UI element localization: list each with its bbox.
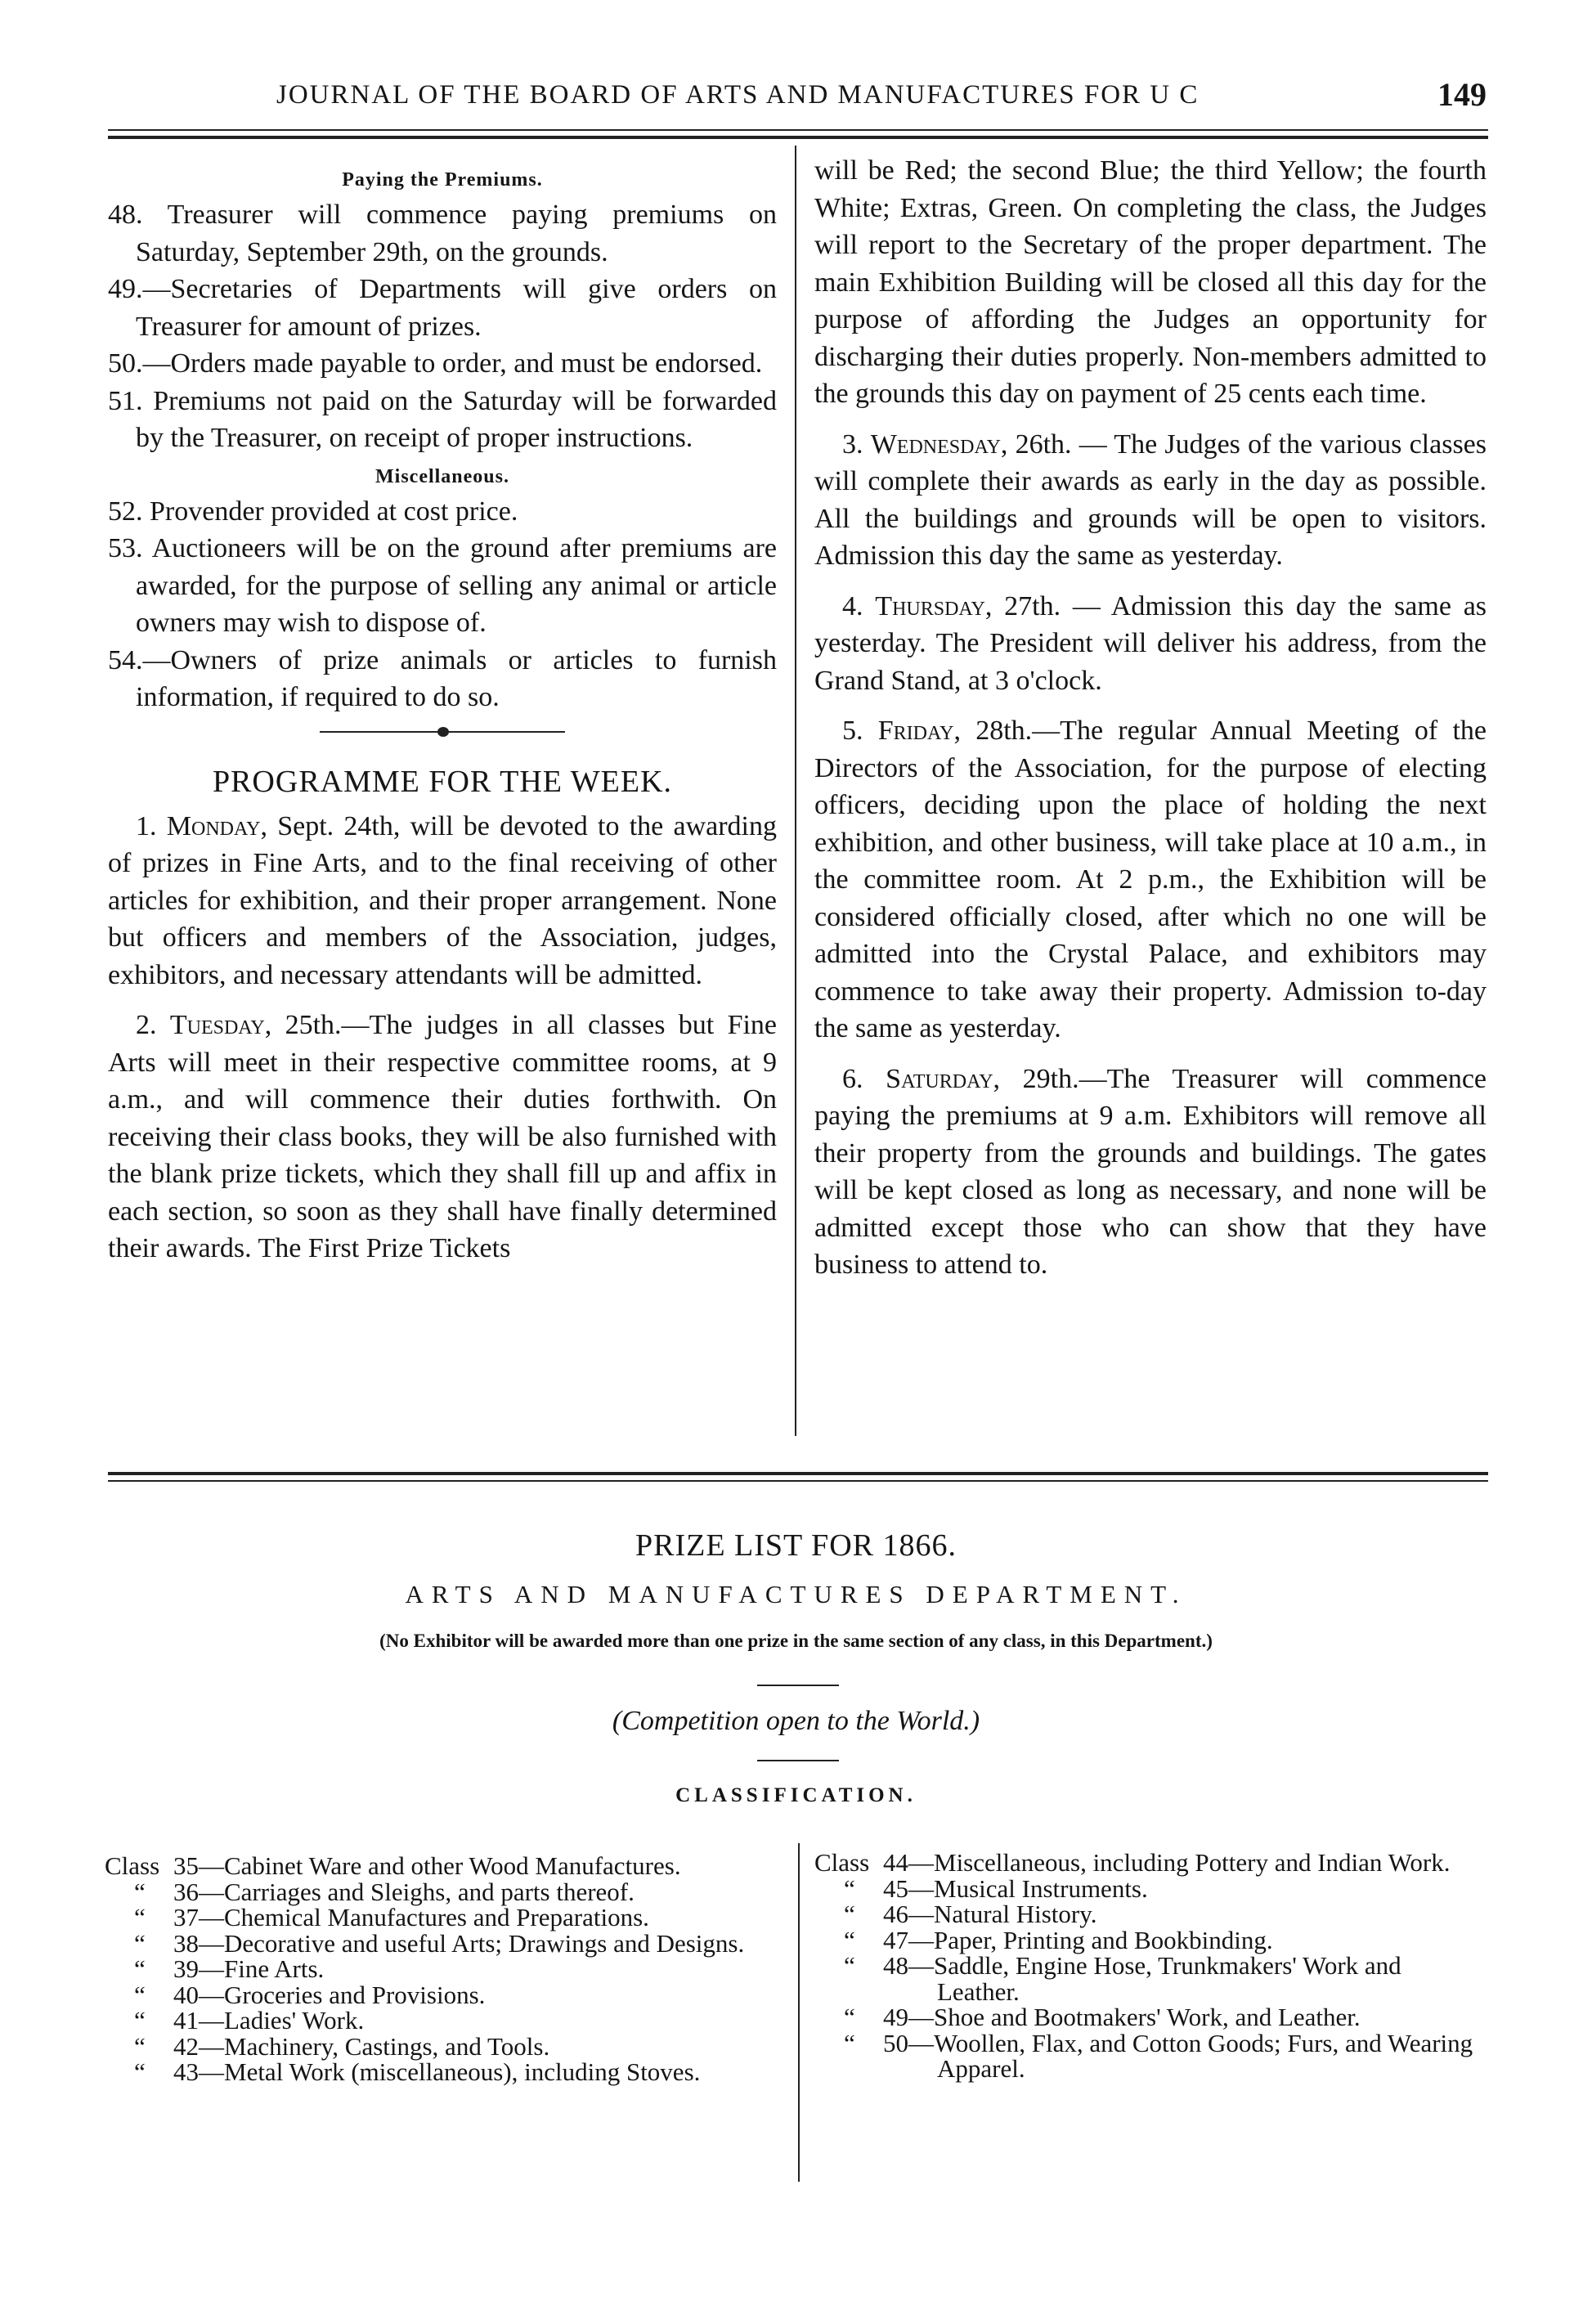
class-text: 47—Paper, Printing and Bookbinding. [883, 1925, 1273, 1954]
class-item [814, 1901, 1487, 1927]
rule-52: 52. Provender provided at cost price. [108, 496, 518, 527]
class-item [105, 1982, 780, 2008]
class-text: 36—Carriages and Sleighs, and parts thereof. [173, 1877, 635, 1906]
class-label: “ [134, 2057, 146, 2086]
department-title: ARTS AND MANUFACTURES DEPARTMENT. [405, 1580, 1187, 1608]
classification-separator [798, 1843, 800, 2182]
class-item [814, 2030, 1487, 2082]
class-label: “ [134, 1928, 146, 1958]
programme-wednesday: 3. Wednesday, 26th. — The Judges of the various classes will complete their awards as early in the day as possible. All the buildings and grounds will be open to visitors. Admission this day the same as yesterday. [814, 428, 1487, 571]
class-text: 39—Fine Arts. [173, 1954, 325, 1983]
programme-friday: 5. Friday, 28th.—The regular Annual Meeting of the Directors of the Association, for the purpose of electing officers, deciding upon the place of holding the next exhibition, and other business, will take place at 10 a.m., in the committee room. At 2 p.m., the Exhibition will be considered officially closed, after which no one will be admitted into the Crystal Palace, and exhibitors may commence to take away their property. Admission to-day the same as yesterday. [814, 716, 1487, 1043]
class-label: “ [134, 1954, 146, 1983]
programme-saturday: 6. Saturday, 29th.—The Treasurer will commence paying the premiums at 9 a.m. Exhibitors will remove all their property from the grounds and buildings. The gates will be kept closed as long as necessary, and none will be admitted except those who can show that they have business to attend to. [814, 1063, 1487, 1280]
class-label: “ [844, 1900, 855, 1928]
exhibitor-note: (No Exhibitor will be awarded more than one prize in the same section of any class, in this Department.) [379, 1631, 1213, 1651]
class-text: 42—Machinery, Castings, and Tools. [173, 2031, 550, 2061]
section-rule-thin [108, 1480, 1488, 1482]
class-label: “ [844, 2028, 855, 2057]
rule-50: 50.—Orders made payable to order, and must be endorsed. [108, 348, 763, 379]
class-text: 37—Chemical Manufactures and Preparations. [173, 1903, 649, 1931]
class-item [814, 1850, 1487, 1876]
running-header [105, 65, 1487, 114]
class-label: Class [105, 1851, 160, 1880]
left-column [108, 160, 777, 1281]
short-rule-2 [757, 1760, 839, 1761]
class-text: 50—Woollen, Flax, and Cotton Goods; Furs, and Wearing Apparel. [883, 2028, 1473, 2083]
journal-title: JOURNAL OF THE BOARD OF ARTS AND MANUFACTURES FOR U C [276, 80, 1200, 110]
rule-54: 54.—Owners of prize animals or articles to furnish information, if required to do so. [108, 644, 777, 712]
prize-list-title: PRIZE LIST FOR 1866. [635, 1528, 957, 1563]
subhead-paying-premiums: Paying the Premiums. [342, 169, 543, 191]
class-item [105, 1853, 780, 1879]
page-number: 149 [1437, 76, 1487, 113]
class-item [814, 1953, 1487, 2004]
class-text: 38—Decorative and useful Arts; Drawings and Designs. [173, 1928, 745, 1958]
class-item [105, 1956, 780, 1982]
subhead-miscellaneous: Miscellaneous. [375, 465, 509, 487]
column-separator [795, 146, 796, 1436]
rule-49: 49.—Secretaries of Departments will give orders on Treasurer for amount of prizes. [108, 274, 777, 342]
class-label: “ [844, 1925, 855, 1954]
class-item [105, 2031, 780, 2061]
class-label: “ [844, 1873, 855, 1903]
class-item [814, 2004, 1487, 2030]
class-text: 48—Saddle, Engine Hose, Trunkmakers' Work and Leather. [883, 1951, 1401, 2006]
class-label: “ [134, 1980, 146, 2009]
right-column [814, 152, 1487, 1297]
class-label: Class [814, 1848, 870, 1877]
class-item [105, 1905, 780, 1931]
class-item [105, 1928, 780, 1958]
class-label: “ [134, 1903, 146, 1931]
rule-51: 51. Premiums not paid on the Saturday will be forwarded by the Treasurer, on receipt of proper instructions. [108, 385, 777, 453]
class-text: 44—Miscellaneous, including Pottery and Indian Work. [883, 1848, 1451, 1877]
class-label: “ [134, 2031, 146, 2061]
tuesday-continuation: will be Red; the second Blue; the third Yellow; the fourth White; Extras, Green. On completing the class, the Judges will report to the Secretary of the proper department. The main Exhibition Building will be closed all this day for the purpose of affording the Judges an opportunity for discharging their duties properly. Non-members admitted to the grounds this day on payment of 25 cents each time. [814, 155, 1487, 409]
class-item [105, 2008, 780, 2034]
programme-thursday: 4. Thursday, 27th. — Admission this day the same as yesterday. The President will deliver his address, from the Grand Stand, at 3 o'clock. [814, 590, 1487, 696]
class-label: “ [844, 2003, 855, 2031]
class-text: 40—Groceries and Provisions. [173, 1980, 486, 2009]
programme-heading: PROGRAMME FOR THE WEEK. [212, 764, 673, 799]
class-text: 49—Shoe and Bootmakers' Work, and Leather. [883, 2003, 1361, 2031]
rule-48: 48. Treasurer will commence paying premiums on Saturday, September 29th, on the grounds. [108, 200, 777, 267]
class-text: 35—Cabinet Ware and other Wood Manufactures. [173, 1851, 681, 1880]
header-rule-thick [108, 136, 1488, 139]
class-item [814, 1927, 1487, 1954]
class-text: 41—Ladies' Work. [173, 2006, 365, 2035]
classification-list-right [814, 1850, 1487, 2082]
classification-list-left [105, 1853, 780, 2085]
programme-tuesday: 2. Tuesday, 25th.—The judges in all classes but Fine Arts will meet in their respective committee rooms, at 9 a.m., and will commence their duties forthwith. On receiving their class books, they will be also furnished with the blank prize tickets, which they shall fill up and affix in each section, so soon as they shall have finally determined their awards. The First Prize Tickets [108, 1010, 778, 1263]
class-text: 43—Metal Work (miscellaneous), including Stoves. [173, 2057, 701, 2086]
class-item [105, 2059, 780, 2085]
class-text: 46—Natural History. [883, 1900, 1097, 1928]
programme-monday: 1. Monday, Sept. 24th, will be devoted to the awarding of prizes in Fine Arts, and to the final receiving of other articles for exhibition, and their proper arrangement. None but officers and members of the Association, judges, exhibitors, and necessary attendants will be admitted. [108, 810, 778, 990]
class-label: “ [134, 1877, 146, 1906]
competition-note: (Competition open to the World.) [612, 1706, 980, 1736]
ornamental-divider [320, 731, 565, 733]
header-rule-thin [108, 129, 1488, 131]
rule-53: 53. Auctioneers will be on the ground after premiums are awarded, for the purpose of selling any animal or article owners may wish to dispose of. [108, 533, 777, 638]
classification-heading: CLASSIFICATION. [675, 1784, 917, 1806]
short-rule-1 [757, 1685, 839, 1686]
class-label: “ [134, 2006, 146, 2035]
class-item [814, 1873, 1487, 1903]
class-text: 45—Musical Instruments. [883, 1873, 1148, 1903]
class-label: “ [844, 1951, 855, 1980]
section-rule-thick [108, 1472, 1488, 1475]
class-item [105, 1879, 780, 1905]
